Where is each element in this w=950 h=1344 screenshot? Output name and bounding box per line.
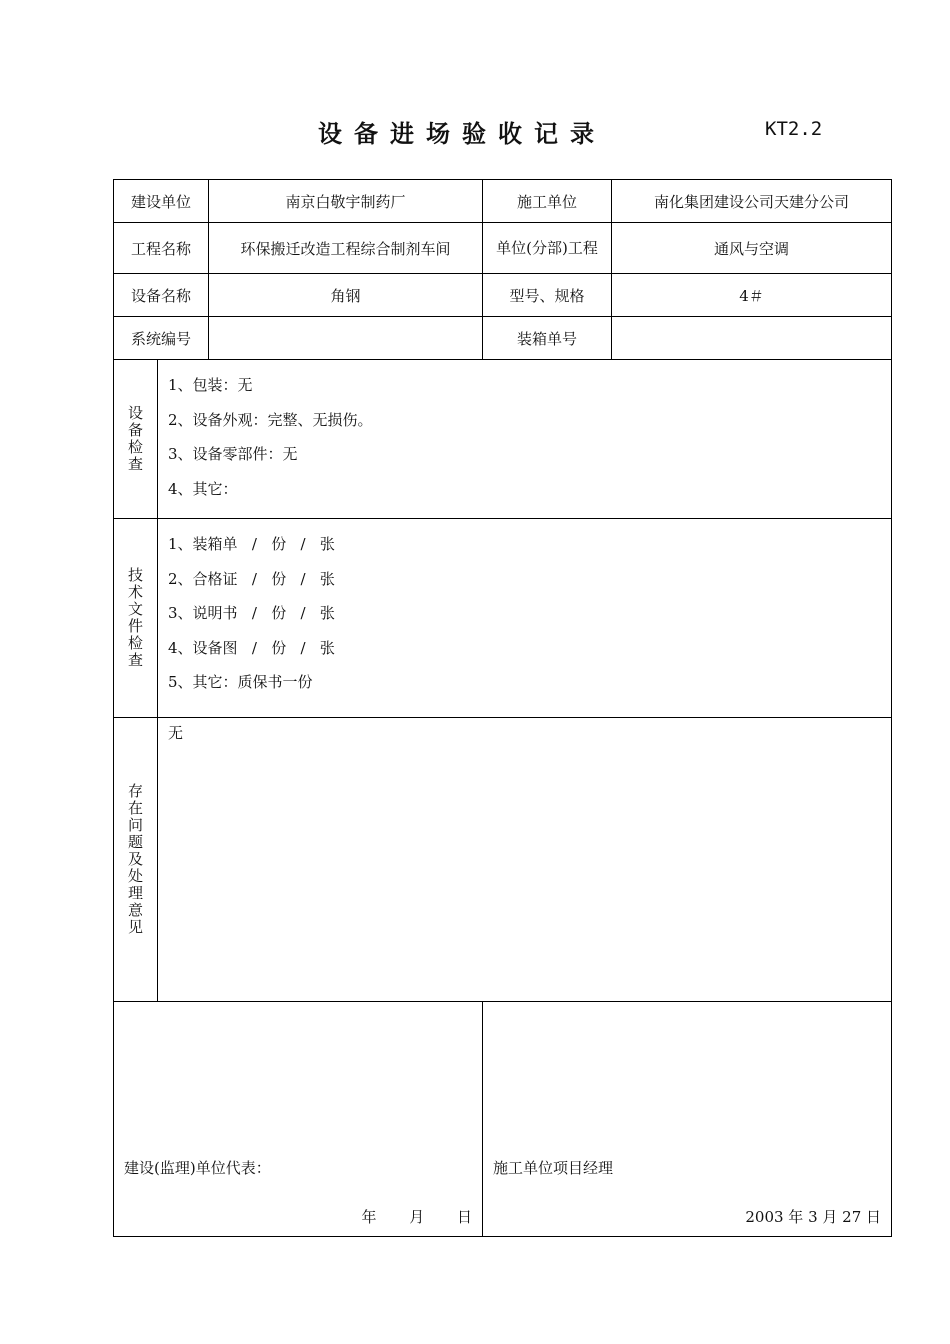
packing-value (612, 317, 892, 360)
contractor-label: 施工单位 (483, 180, 612, 223)
page-title: 设备进场验收记录 (318, 119, 606, 148)
list-item: 2、合格证 / 份 / 张 (168, 569, 335, 588)
builder-value: 南京白敬宇制药厂 (209, 180, 483, 223)
system-label: 系统编号 (114, 317, 209, 360)
list-item: 3、设备零部件：无 (168, 445, 298, 463)
subproject-value: 通风与空调 (612, 223, 892, 274)
system-value (209, 317, 483, 360)
row-tech-docs (114, 519, 892, 718)
equipment-label: 设备名称 (114, 274, 209, 317)
equipment-value: 角钢 (209, 274, 483, 317)
packing-label: 装箱单号 (483, 317, 612, 360)
equipment-check-list (158, 360, 892, 519)
list-item: 2、设备外观：完整、无损伤。 (168, 410, 373, 429)
row-equipment-check (114, 360, 892, 519)
builder-signature-date: 年 月 日 (361, 1208, 473, 1226)
issues-content: 无 (158, 718, 892, 1002)
project-value: 环保搬迁改造工程综合制剂车间 (209, 223, 483, 274)
acceptance-form (113, 179, 892, 1237)
contractor-signature-label: 施工单位项目经理 (493, 1159, 614, 1177)
contractor-signature-date: 2003 年 3 月 27 日 (745, 1208, 882, 1226)
project-label: 工程名称 (114, 223, 209, 274)
list-item: 4、设备图 / 份 / 张 (168, 638, 335, 657)
row-signatures (114, 1002, 892, 1237)
row-project (114, 223, 892, 274)
form-code: KT2.2 (765, 118, 823, 140)
list-item: 1、装箱单 / 份 / 张 (168, 535, 335, 553)
builder-signature (114, 1002, 483, 1237)
builder-label: 建设单位 (114, 180, 209, 223)
list-item: 4、其它： (168, 479, 238, 498)
list-item: 1、包装：无 (168, 376, 253, 394)
list-item: 5、其它：质保书一份 (168, 673, 313, 691)
contractor-signature (483, 1002, 892, 1237)
subproject-label: 单位(分部)工程 (483, 223, 612, 274)
row-issues (114, 718, 892, 1002)
builder-signature-label: 建设(监理)单位代表： (124, 1159, 271, 1177)
row-system (114, 317, 892, 360)
equipment-check-label: 设备检查 (114, 360, 158, 519)
tech-docs-list (158, 519, 892, 718)
contractor-value: 南化集团建设公司天建分公司 (612, 180, 892, 223)
row-units (114, 180, 892, 223)
model-label: 型号、规格 (483, 274, 612, 317)
model-value: 4＃ (612, 274, 892, 317)
list-item: 3、说明书 / 份 / 张 (168, 604, 335, 622)
row-equipment (114, 274, 892, 317)
tech-docs-label: 技术文件检查 (114, 519, 158, 718)
issues-label: 存在问题及处理意见 (114, 718, 158, 1002)
